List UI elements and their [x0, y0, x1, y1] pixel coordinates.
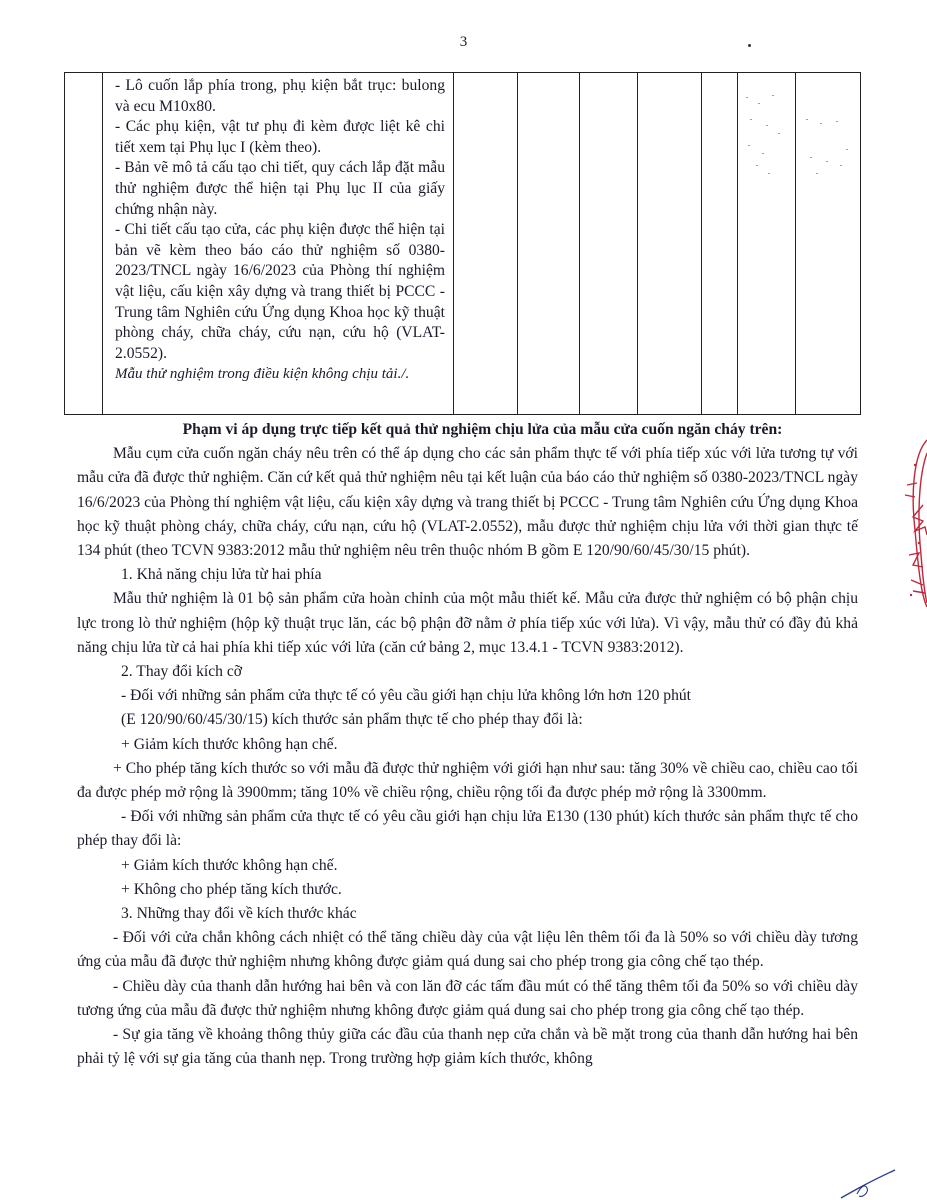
paragraph: - Đối với cửa chắn không cách nhiệt có thể tăng chiều dày của vật liệu lên thêm tối đa là 50% so với chiều dày tương ứng của mẫu đã được thử nghiệm nhưng không được giảm quá dung sai cho phép trong gia công chế tạo thép. — [77, 929, 858, 971]
table-row — [65, 73, 861, 415]
table-cell — [702, 73, 738, 415]
paragraph: + Giảm kích thước không hạn chế. — [121, 856, 338, 874]
desc-line: - Lô cuốn lắp phía trong, phụ kiện bắt trục: bulong và ecu M10x80. — [115, 77, 445, 115]
table-cell — [518, 73, 580, 415]
table-cell-description — [103, 73, 454, 415]
paragraph: - Chiều dày của thanh dẫn hướng hai bên và con lăn đỡ các tấm đầu mút có thể tăng thêm tối đa 50% so với chiều dày tương ứng của mẫu đã được thử nghiệm nhưng không được giảm quá dung sai cho phép trong gia công chế tạo thép. — [77, 977, 858, 1019]
desc-italic-note: Mẫu thử nghiệm trong điều kiện không chịu tải./. — [115, 366, 410, 383]
table-cell — [454, 73, 518, 415]
table-cell-faded-stamp — [738, 73, 796, 415]
paragraph: - Sự gia tăng về khoảng thông thủy giữa các đầu của thanh nẹp cửa chắn và bề mặt trong của thanh dẫn hướng hai bên phải tỷ lệ với sự gia tăng của thanh nẹp. Trong trường hợp giảm kích thước, không — [77, 1026, 858, 1068]
paragraph: - Đối với những sản phẩm cửa thực tế có yêu cầu giới hạn chịu lửa không lớn hơn 120 phút — [121, 687, 692, 705]
paragraph: + Giảm kích thước không hạn chế. — [121, 735, 338, 753]
desc-line: - Các phụ kiện, vật tư phụ đi kèm được liệt kê chi tiết xem tại Phụ lục I (kèm theo). — [115, 118, 445, 156]
table-cell — [638, 73, 702, 415]
page-number: 3 — [459, 34, 468, 50]
table-cell-faded-stamp — [796, 73, 861, 415]
paragraph: + Không cho phép tăng kích thước. — [121, 880, 342, 898]
section-heading: Phạm vi áp dụng trực tiếp kết quả thử nghiệm chịu lửa của mẫu cửa cuốn ngăn cháy trên: — [182, 421, 783, 438]
paragraph: Mẫu thử nghiệm là 01 bộ sản phẩm cửa hoàn chỉnh của một mẫu thiết kế. Mẫu cửa được thử nghiệm có bộ phận chịu lực trong lò thử nghiệm (hộp kỹ thuật trục lăn, các bộ phận đỡ nằm ở phía tiếp xúc với lửa). Vì vậy, mẫu thử có đầy đủ khả năng chịu lửa từ cả hai phía khi tiếp xúc với lửa (căn cứ bảng 2, mục 13.4.1 - TCVN 9383:2012). — [77, 590, 858, 656]
paragraph: - Đối với những sản phẩm cửa thực tế có yêu cầu giới hạn chịu lửa E130 (130 phút) kích thước sản phẩm thực tế cho phép thay đổi là: — [77, 808, 858, 850]
signature-mark-icon — [837, 1168, 897, 1200]
specification-table — [64, 72, 861, 415]
document-body — [77, 418, 858, 1071]
scan-speck — [748, 44, 751, 47]
subsection-title: 1. Khả năng chịu lửa từ hai phía — [121, 566, 322, 584]
desc-line: - Chi tiết cấu tạo cửa, các phụ kiện được thể hiện tại bản vẽ kèm theo báo cáo thử nghiệm số 0380-2023/TNCL ngày 16/6/2023 của Phòng thí nghiệm vật liệu, cấu kiện xây dựng và trang thiết bị PCCC - Trung tâm Nghiên cứu Ứng dụng Khoa học kỹ thuật phòng cháy, chữa cháy, cứu nạn, cứu hộ (VLAT-2.0552). — [115, 221, 445, 362]
paragraph: Mẫu cụm cửa cuốn ngăn cháy nêu trên có thể áp dụng cho các sản phẩm thực tế với phía tiếp xúc với lửa tương tự với mẫu cửa đã được thử nghiệm. Căn cứ kết quả thử nghiệm nêu tại kết luận của báo cáo thử nghiệm số 0380-2023/TNCL ngày 16/6/2023 của Phòng thí nghiệm vật liệu, cấu kiện xây dựng và trang thiết bị PCCC - Trung tâm Nghiên cứu Ứng dụng Khoa học kỹ thuật phòng cháy, chữa cháy, cứu nạn, cứu hộ (VLAT-2.0552), mẫu được thử nghiệm chịu lửa với thời gian thực tế 134 phút (theo TCVN 9383:2012 mẫu thử nghiệm nêu trên thuộc nhóm B gồm E 120/90/60/45/30/15 phút). — [77, 445, 858, 560]
table-cell — [580, 73, 638, 415]
paragraph: (E 120/90/60/45/30/15) kích thước sản phẩm thực tế cho phép thay đổi là: — [121, 711, 583, 729]
red-seal-stamp-icon — [885, 435, 927, 610]
paragraph: + Cho phép tăng kích thước so với mẫu đã được thử nghiệm với giới hạn như sau: tăng 30% về chiều cao, chiều cao tối đa được phép mở rộng là 3900mm; tăng 10% về chiều rộng, chiều rộng tối đa được phép mở rộng là 3300mm. — [77, 759, 858, 802]
subsection-title: 3. Những thay đổi về kích thước khác — [121, 905, 357, 923]
table-cell-index — [65, 73, 103, 415]
desc-line: - Bản vẽ mô tả cấu tạo chi tiết, quy cách lắp đặt mẫu thử nghiệm được thể hiện tại Phụ lục II của giấy chứng nhận này. — [115, 159, 445, 218]
subsection-title: 2. Thay đổi kích cỡ — [121, 663, 242, 681]
